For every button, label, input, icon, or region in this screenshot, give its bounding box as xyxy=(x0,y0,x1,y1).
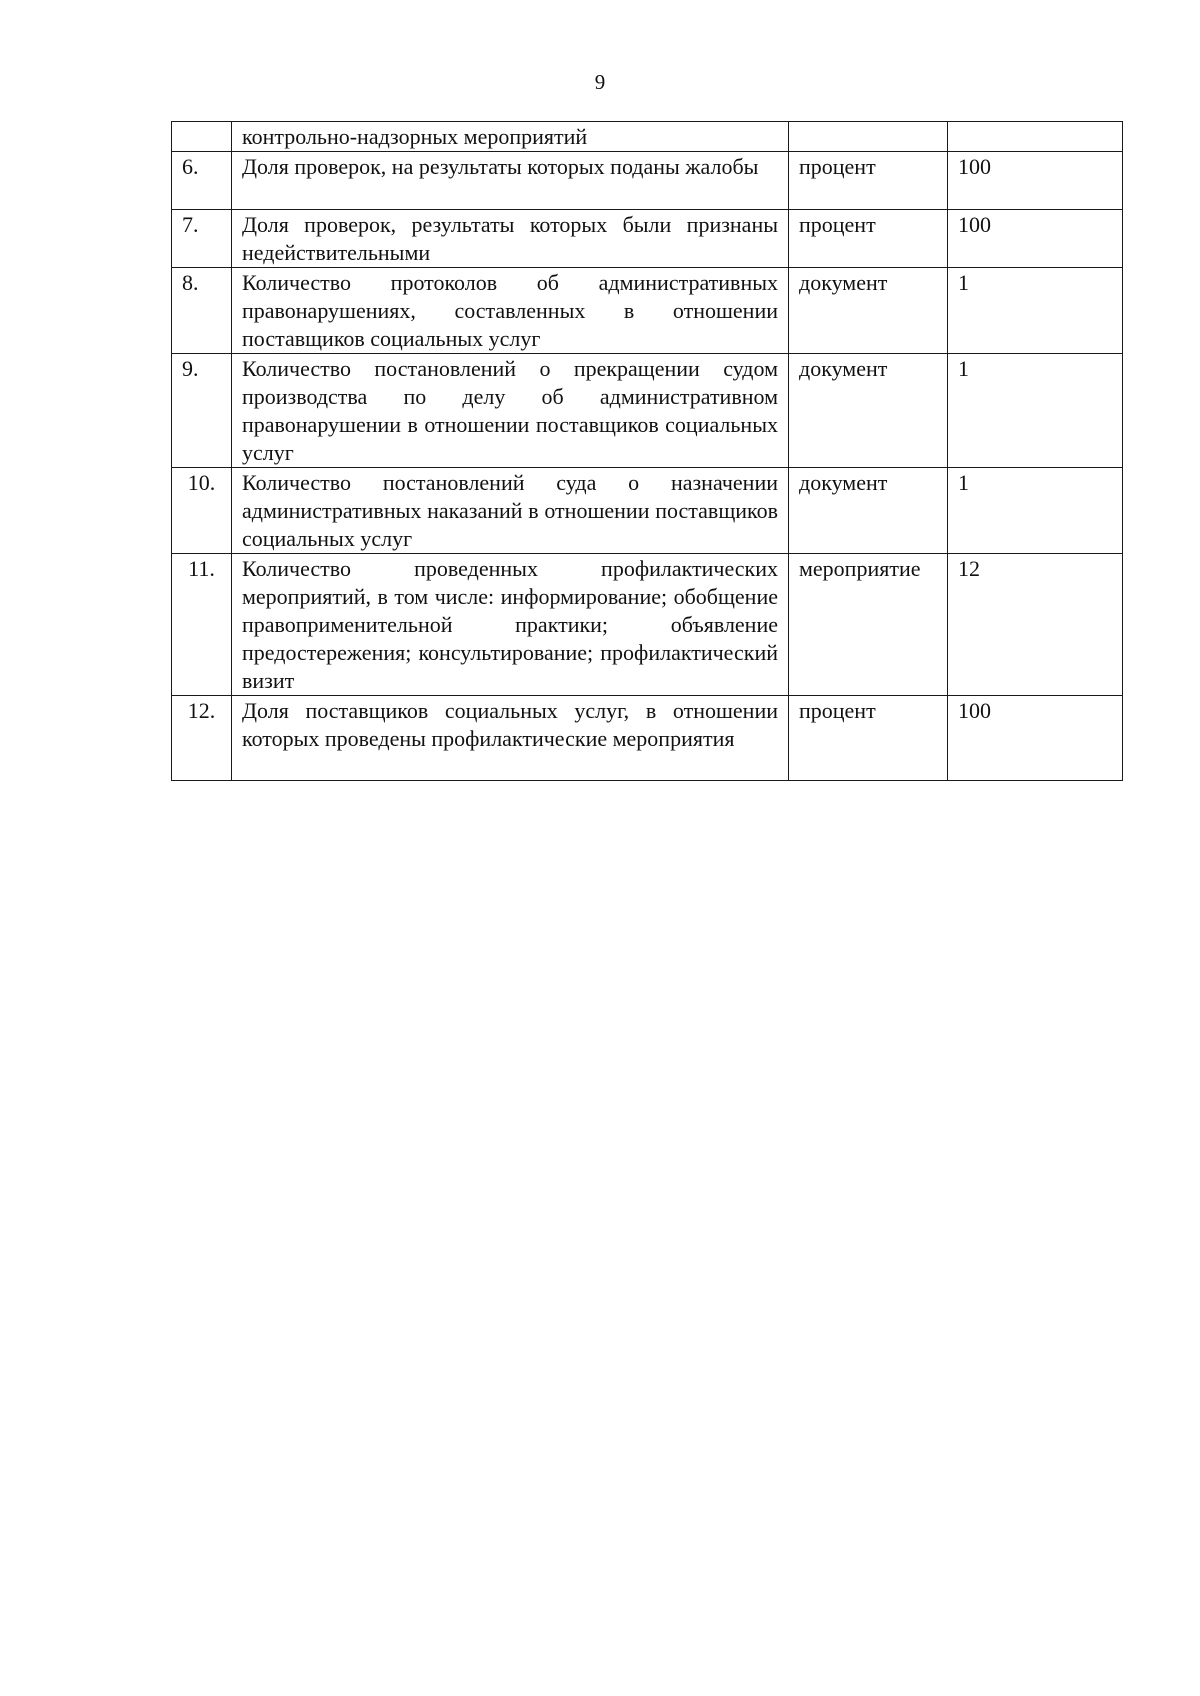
indicator-name: Количество постановлений суда о назначении административных наказаний в отношении поставщиков социальных услуг xyxy=(232,468,789,554)
target-value: 1 xyxy=(948,354,1123,468)
page-number: 9 xyxy=(594,70,606,94)
indicator-name: Доля проверок, результаты которых были признаны недействительными xyxy=(232,210,789,268)
row-number: 11. xyxy=(172,554,232,696)
unit-of-measure: процент xyxy=(789,696,948,781)
table-row xyxy=(172,354,1123,468)
row-number: 8. xyxy=(172,268,232,354)
row-number: 12. xyxy=(172,696,232,781)
target-value: 100 xyxy=(948,696,1123,781)
unit-of-measure: процент xyxy=(789,152,948,210)
indicators-table xyxy=(171,121,1123,781)
table-row xyxy=(172,468,1123,554)
target-value xyxy=(948,122,1123,152)
table-row xyxy=(172,152,1123,210)
indicator-name: Количество протоколов об административных правонарушениях, составленных в отношении поставщиков социальных услуг xyxy=(232,268,789,354)
table-row xyxy=(172,268,1123,354)
unit-of-measure xyxy=(789,122,948,152)
target-value: 12 xyxy=(948,554,1123,696)
row-number: 9. xyxy=(172,354,232,468)
indicator-name: Доля поставщиков социальных услуг, в отношении которых проведены профилактические мероприятия xyxy=(232,696,789,781)
target-value: 100 xyxy=(948,152,1123,210)
table-row xyxy=(172,696,1123,781)
indicator-name: Доля проверок, на результаты которых поданы жалобы xyxy=(232,152,789,210)
unit-of-measure: процент xyxy=(789,210,948,268)
target-value: 100 xyxy=(948,210,1123,268)
row-number: 7. xyxy=(172,210,232,268)
unit-of-measure: мероприятие xyxy=(789,554,948,696)
unit-of-measure: документ xyxy=(789,354,948,468)
table-row xyxy=(172,210,1123,268)
row-number: 6. xyxy=(172,152,232,210)
indicator-name: Количество проведенных профилактических мероприятий, в том числе: информирование; обобщение правоприменительной практики; объявление предостережения; консультирование; профилактический визит xyxy=(232,554,789,696)
unit-of-measure: документ xyxy=(789,468,948,554)
target-value: 1 xyxy=(948,468,1123,554)
indicator-name: контрольно-надзорных мероприятий xyxy=(232,122,789,152)
row-number xyxy=(172,122,232,152)
indicator-name: Количество постановлений о прекращении судом производства по делу об административном правонарушении в отношении поставщиков социальных услуг xyxy=(232,354,789,468)
row-number: 10. xyxy=(172,468,232,554)
target-value: 1 xyxy=(948,268,1123,354)
table-row xyxy=(172,122,1123,152)
table-row xyxy=(172,554,1123,696)
unit-of-measure: документ xyxy=(789,268,948,354)
